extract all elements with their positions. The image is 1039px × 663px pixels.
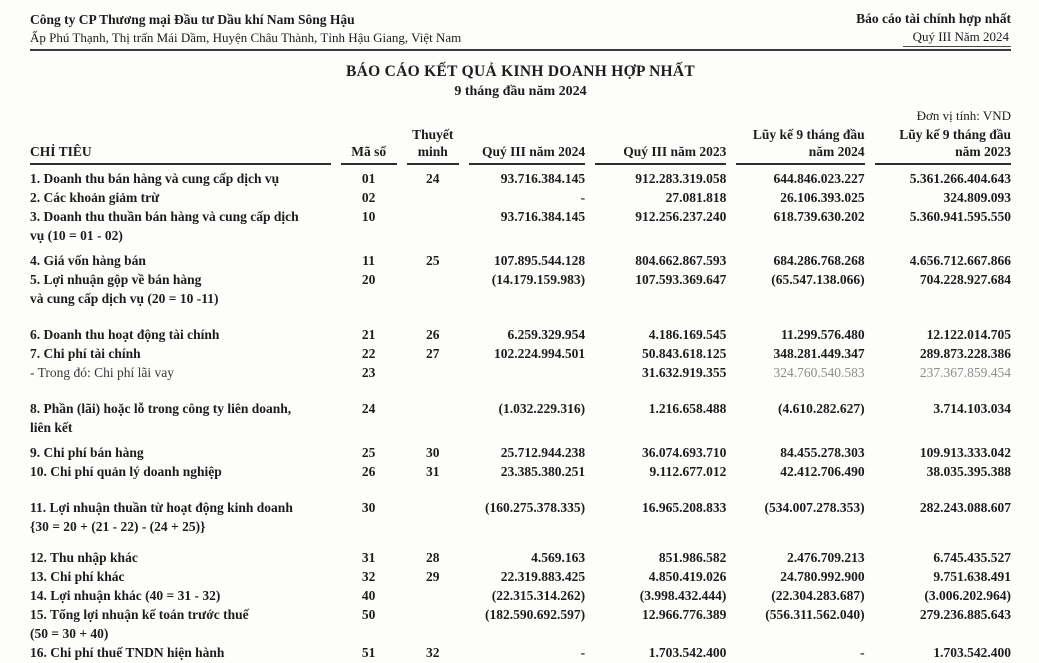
value-q3-2023: 912.256.237.240 [635, 209, 727, 224]
value-luyke-2023: 5.360.941.595.550 [909, 209, 1011, 224]
value-q3-2023: 804.662.867.593 [635, 253, 727, 268]
table-row [30, 165, 1011, 188]
value-q3-2024: 102.224.994.501 [493, 346, 586, 361]
row-note: 28 [426, 550, 440, 565]
row-label: 11. Lợi nhuận thuần từ hoạt động kinh doanh {30 = 20 + (21 - 22) - (24 + 25)} [30, 500, 293, 534]
row-label: - Trong đó: Chi phí lãi vay [30, 365, 175, 380]
row-note: 24 [426, 171, 440, 186]
value-q3-2023: 50.843.618.125 [642, 346, 727, 361]
table-row [30, 344, 1011, 363]
value-q3-2023: 1.703.542.400 [648, 645, 727, 660]
table-body [30, 165, 1011, 662]
row-note [397, 586, 459, 605]
row-label: 1. Doanh thu bán hàng và cung cấp dịch vụ [30, 171, 280, 186]
company-block [30, 11, 461, 47]
value-q3-2023: 1.216.658.488 [648, 401, 727, 416]
value-q3-2023: 36.074.693.710 [642, 445, 727, 460]
row-note: 30 [426, 445, 440, 460]
company-name: Công ty CP Thương mại Đầu tư Dầu khí Nam Sông Hậu [30, 12, 355, 27]
row-note [397, 207, 459, 245]
row-note [397, 481, 459, 536]
value-luyke-2023: 3.714.103.034 [933, 401, 1011, 416]
income-statement-table [30, 126, 1011, 662]
row-label: 8. Phần (lãi) hoặc lỗ trong công ty liên doanh, liên kết [30, 401, 292, 435]
value-luyke-2023: 9.751.638.491 [933, 569, 1011, 584]
title-block [30, 63, 1011, 100]
row-label: 12. Thu nhập khác [30, 550, 138, 565]
row-note: 25 [426, 253, 440, 268]
column-header-thuyet-minh: Thuyết minh [397, 126, 459, 165]
row-note [397, 605, 459, 643]
value-luyke-2024: 684.286.768.268 [773, 253, 865, 268]
table-row [30, 270, 1011, 308]
value-q3-2024: (160.275.378.335) [484, 500, 586, 515]
table-row [30, 437, 1011, 462]
value-q3-2023: 12.966.776.389 [642, 607, 727, 622]
value-luyke-2024: (65.547.138.066) [771, 272, 865, 287]
value-q3-2023: 107.593.369.647 [635, 272, 727, 287]
row-code: 01 [361, 171, 376, 186]
value-luyke-2024: 24.780.992.900 [780, 569, 865, 584]
value-q3-2023: 16.965.208.833 [642, 500, 727, 515]
row-code: 32 [361, 569, 376, 584]
value-luyke-2023: 279.236.885.643 [919, 607, 1011, 622]
value-luyke-2023: 4.656.712.667.866 [909, 253, 1011, 268]
value-luyke-2023: 289.873.228.386 [919, 346, 1011, 361]
table-row [30, 363, 1011, 382]
table-row [30, 207, 1011, 245]
column-header-luyke-2023: Lũy kế 9 tháng đầu năm 2023 [865, 126, 1011, 165]
row-label: 5. Lợi nhuận gộp về bán hàng và cung cấp dịch vụ (20 = 10 -11) [30, 272, 219, 306]
report-block [856, 10, 1011, 47]
value-q3-2024: 6.259.329.954 [507, 327, 586, 342]
table-row [30, 586, 1011, 605]
table-row [30, 308, 1011, 344]
table-row [30, 536, 1011, 567]
value-luyke-2023: 109.913.333.042 [919, 445, 1011, 460]
row-code: 21 [361, 327, 376, 342]
value-luyke-2024: 26.106.393.025 [780, 190, 865, 205]
row-note: 31 [426, 464, 440, 479]
value-q3-2024: 23.385.380.251 [500, 464, 586, 479]
document-header [30, 10, 1011, 51]
value-luyke-2024: (4.610.282.627) [778, 401, 865, 416]
value-luyke-2023: 6.745.435.527 [933, 550, 1011, 565]
value-q3-2024: 4.569.163 [531, 550, 586, 565]
row-note: 29 [426, 569, 440, 584]
row-code: 31 [361, 550, 376, 565]
value-q3-2024: - [580, 645, 586, 660]
value-luyke-2024: - [860, 645, 865, 660]
row-code: 24 [361, 401, 376, 416]
row-label: 4. Giá vốn hàng bán [30, 253, 146, 268]
report-period: Quý III Năm 2024 [903, 28, 1011, 47]
value-q3-2024: (1.032.229.316) [498, 401, 586, 416]
row-label: 13. Chi phí khác [30, 569, 125, 584]
row-code: 50 [361, 607, 376, 622]
value-luyke-2023: 282.243.088.607 [919, 500, 1011, 515]
value-luyke-2024: 84.455.278.303 [780, 445, 865, 460]
row-code: 11 [362, 253, 376, 268]
row-note [397, 363, 459, 382]
table-header [30, 126, 1011, 165]
column-header-ma-so: Mã số [331, 126, 397, 165]
row-label: 10. Chi phí quản lý doanh nghiệp [30, 464, 222, 479]
value-luyke-2023: 324.809.093 [943, 190, 1011, 205]
row-note: 27 [426, 346, 440, 361]
value-q3-2023: 31.632.919.355 [642, 365, 727, 380]
value-luyke-2024: (556.311.562.040) [765, 607, 865, 622]
value-luyke-2023: 237.367.859.454 [919, 365, 1011, 380]
value-luyke-2023: 12.122.014.705 [926, 327, 1011, 342]
value-q3-2024: (22.315.314.262) [491, 588, 586, 603]
row-code: 26 [361, 464, 376, 479]
row-label: 14. Lợi nhuận khác (40 = 31 - 32) [30, 588, 221, 603]
row-code: 30 [361, 500, 376, 515]
value-luyke-2024: 324.760.540.583 [773, 365, 865, 380]
table-row [30, 382, 1011, 437]
value-q3-2023: 4.850.419.026 [648, 569, 727, 584]
row-label: 16. Chi phí thuế TNDN hiện hành [30, 645, 225, 660]
row-label: 15. Tổng lợi nhuận kế toán trước thuế (50 = 30 + 40) [30, 607, 249, 641]
value-luyke-2023: 38.035.395.388 [926, 464, 1011, 479]
column-header-luyke-2024: Lũy kế 9 tháng đầu năm 2024 [726, 126, 864, 165]
report-subtitle: 9 tháng đầu năm 2024 [454, 84, 587, 99]
row-label: 9. Chi phí bán hàng [30, 445, 144, 460]
value-q3-2023: 912.283.319.058 [635, 171, 727, 186]
value-luyke-2023: 704.228.927.684 [919, 272, 1011, 287]
unit-note: Đơn vị tính: VND [916, 108, 1011, 123]
value-luyke-2024: 2.476.709.213 [787, 550, 865, 565]
value-q3-2024: 93.716.384.145 [500, 209, 586, 224]
value-q3-2024: 22.319.883.425 [500, 569, 586, 584]
row-note [397, 270, 459, 308]
report-title: BÁO CÁO KẾT QUẢ KINH DOANH HỢP NHẤT [345, 63, 696, 80]
table-row [30, 462, 1011, 481]
row-note [397, 382, 459, 437]
row-label: 3. Doanh thu thuần bán hàng và cung cấp dịch vụ (10 = 01 - 02) [30, 209, 299, 243]
value-q3-2023: (3.998.432.444) [639, 588, 727, 603]
value-luyke-2023: 1.703.542.400 [933, 645, 1011, 660]
row-note [397, 188, 459, 207]
value-luyke-2024: 42.412.706.490 [780, 464, 865, 479]
row-label: 6. Doanh thu hoạt động tài chính [30, 327, 220, 342]
value-q3-2023: 27.081.818 [665, 190, 727, 205]
value-q3-2023: 4.186.169.545 [648, 327, 727, 342]
table-row [30, 643, 1011, 662]
value-q3-2023: 851.986.582 [658, 550, 727, 565]
row-label: 2. Các khoản giảm trừ [30, 190, 160, 205]
value-q3-2024: - [580, 190, 586, 205]
column-header-q3-2024: Quý III năm 2024 [459, 126, 585, 165]
value-luyke-2024: 348.281.449.347 [773, 346, 865, 361]
table-row [30, 605, 1011, 643]
table-row [30, 567, 1011, 586]
row-code: 22 [361, 346, 376, 361]
row-note: 32 [426, 645, 440, 660]
table-row [30, 188, 1011, 207]
table-row [30, 245, 1011, 270]
value-luyke-2023: 5.361.266.404.643 [909, 171, 1011, 186]
row-code: 25 [361, 445, 376, 460]
value-q3-2023: 9.112.677.012 [649, 464, 727, 479]
value-q3-2024 [459, 363, 585, 382]
row-code: 20 [361, 272, 376, 287]
column-header-q3-2023: Quý III năm 2023 [585, 126, 726, 165]
company-address: Ấp Phú Thạnh, Thị trấn Mái Dầm, Huyện Châu Thành, Tỉnh Hậu Giang, Việt Nam [30, 30, 462, 45]
report-type: Báo cáo tài chính hợp nhất [856, 11, 1011, 26]
row-code: 51 [361, 645, 376, 660]
value-q3-2024: 25.712.944.238 [500, 445, 586, 460]
row-code: 23 [361, 365, 376, 380]
value-luyke-2024: 644.846.023.227 [773, 171, 865, 186]
row-code: 10 [361, 209, 376, 224]
value-luyke-2024: (22.304.283.687) [771, 588, 865, 603]
value-q3-2024: (182.590.692.597) [484, 607, 586, 622]
column-header-chi-tieu: CHỈ TIÊU [30, 126, 331, 165]
value-q3-2024: (14.179.159.983) [491, 272, 586, 287]
value-luyke-2023: (3.006.202.964) [924, 588, 1011, 603]
value-luyke-2024: (534.007.278.353) [764, 500, 865, 515]
row-note: 26 [426, 327, 440, 342]
value-q3-2024: 107.895.544.128 [493, 253, 586, 268]
row-code: 40 [361, 588, 376, 603]
row-label: 7. Chi phí tài chính [30, 346, 141, 361]
row-code: 02 [361, 190, 376, 205]
value-luyke-2024: 618.739.630.202 [773, 209, 865, 224]
table-row [30, 481, 1011, 536]
value-luyke-2024: 11.299.576.480 [781, 327, 865, 342]
value-q3-2024: 93.716.384.145 [500, 171, 586, 186]
